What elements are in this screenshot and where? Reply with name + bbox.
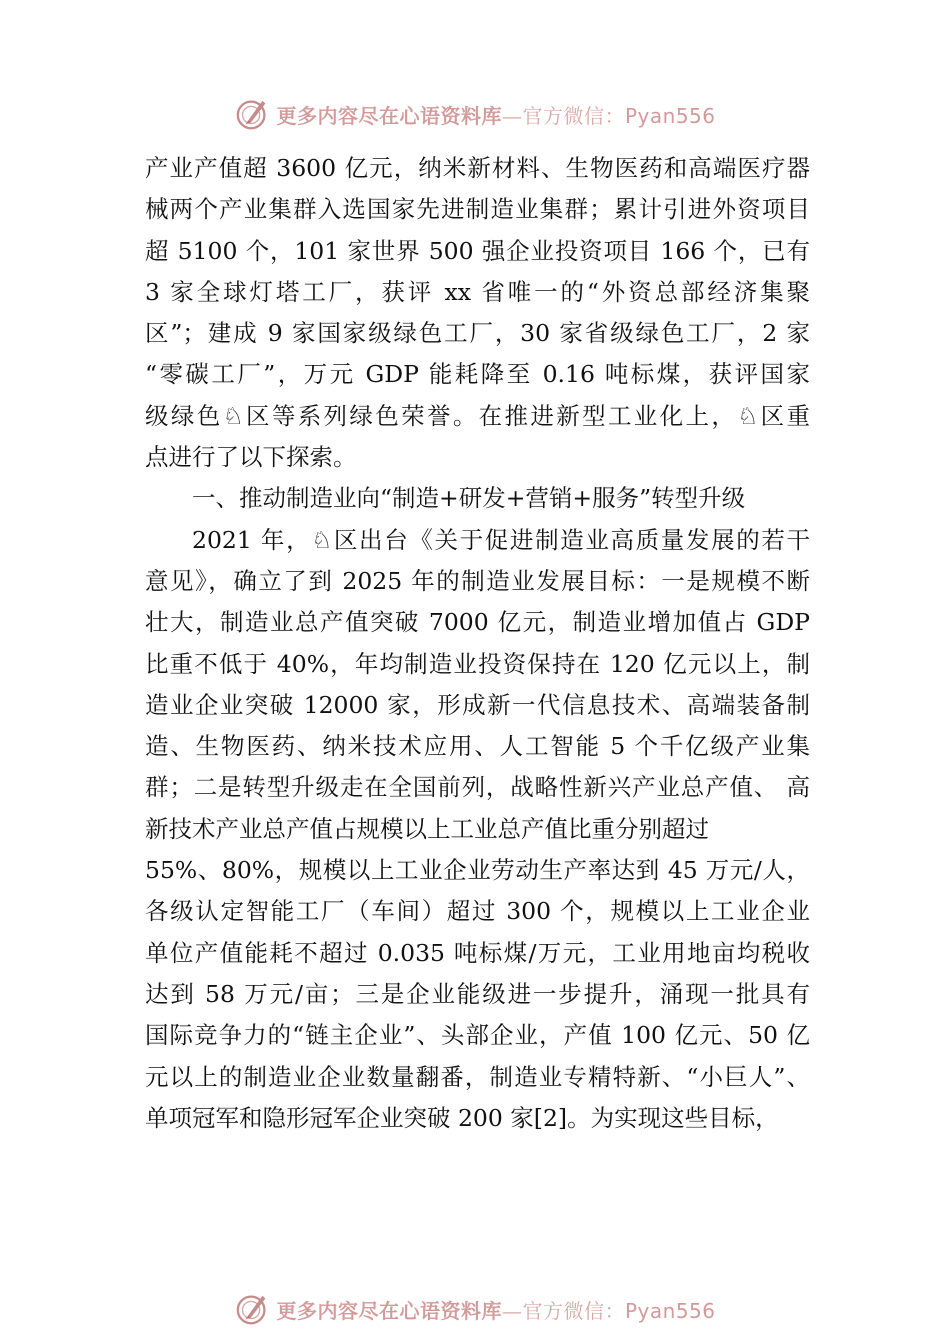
text-line: 3 家全球灯塔工厂，获评 xx 省唯一的“外资总部经济集聚 (145, 277, 810, 306)
text-line: 55%、80%，规模以上工业企业劳动生产率达到 45 万元/人， (145, 856, 810, 885)
text-line: 国际竞争力的“链主企业”、头部企业，产值 100 亿元、50 亿 (145, 1021, 810, 1050)
quill-seal-icon (234, 95, 272, 133)
text-line: 元以上的制造业企业数量翻番，制造业专精特新、“小巨人”、 (145, 1062, 810, 1091)
document-body (145, 148, 810, 1139)
text-line: “零碳工厂”，万元 GDP 能耗降至 0.16 吨标煤，获评国家 (145, 360, 810, 389)
watermark-account: Pyan556 (624, 103, 716, 128)
watermark-separator: — (501, 1298, 523, 1323)
text-line: 单位产值能耗不超过 0.035 吨标煤/万元，工业用地亩均税收 (145, 938, 810, 967)
text-line: 壮大，制造业总产值突破 7000 亿元，制造业增加值占 GDP (145, 608, 810, 637)
watermark-brand: 更多内容尽在心语资料库 (276, 1298, 502, 1323)
text-line: 新技术产业总产值占规模以上工业总产值比重分别超过 (145, 814, 709, 843)
quill-seal-icon (234, 1290, 272, 1328)
text-line: 超 5100 个，101 家世界 500 强企业投资项目 166 个，已有 (145, 236, 810, 265)
text-line: 意见》，确立了到 2025 年的制造业发展目标：一是规模不断 (145, 566, 810, 595)
text-line: 造、生物医药、纳米技术应用、人工智能 5 个千亿级产业集 (145, 732, 810, 761)
watermark-wechat-label: 官方微信： (522, 103, 625, 128)
text-line: 群；二是转型升级走在全国前列，战略性新兴产业总产值、 高 (145, 773, 810, 802)
text-line: 械两个产业集群入选国家先进制造业集群；累计引进外资项目 (145, 195, 810, 224)
text-line: 各级认定智能工厂（车间）超过 300 个，规模以上工业企业 (145, 897, 810, 926)
text-line: 达到 58 万元/亩；三是企业能级进一步提升，涌现一批具有 (145, 979, 810, 1008)
text-line: 区”；建成 9 家国家级绿色工厂，30 家省级绿色工厂，2 家 (145, 319, 810, 348)
watermark-brand: 更多内容尽在心语资料库 (276, 103, 502, 128)
text-line: 单项冠军和隐形冠军企业突破 200 家[2]。为实现这些目标， (145, 1103, 779, 1132)
text-line: 级绿色♘区等系列绿色荣誉。在推进新型工业化上，♘区重 (145, 401, 810, 430)
text-line: 造业企业突破 12000 家，形成新一代信息技术、高端装备制 (145, 690, 810, 719)
text-line: 点进行了以下探索。 (145, 443, 357, 472)
text-line: 一、推动制造业向“制造+研发+营销+服务”转型升级 (192, 484, 746, 513)
footer-watermark (0, 1287, 950, 1331)
text-line: 比重不低于 40%，年均制造业投资保持在 120 亿元以上，制 (145, 649, 810, 678)
watermark-account: Pyan556 (624, 1298, 716, 1323)
text-line: 产业产值超 3600 亿元，纳米新材料、生物医药和高端医疗器 (145, 154, 810, 182)
header-watermark (0, 92, 950, 136)
watermark-separator: — (501, 103, 523, 128)
text-line: 2021 年，♘区出台《关于促进制造业高质量发展的若干 (192, 525, 810, 554)
watermark-wechat-label: 官方微信： (522, 1298, 625, 1323)
